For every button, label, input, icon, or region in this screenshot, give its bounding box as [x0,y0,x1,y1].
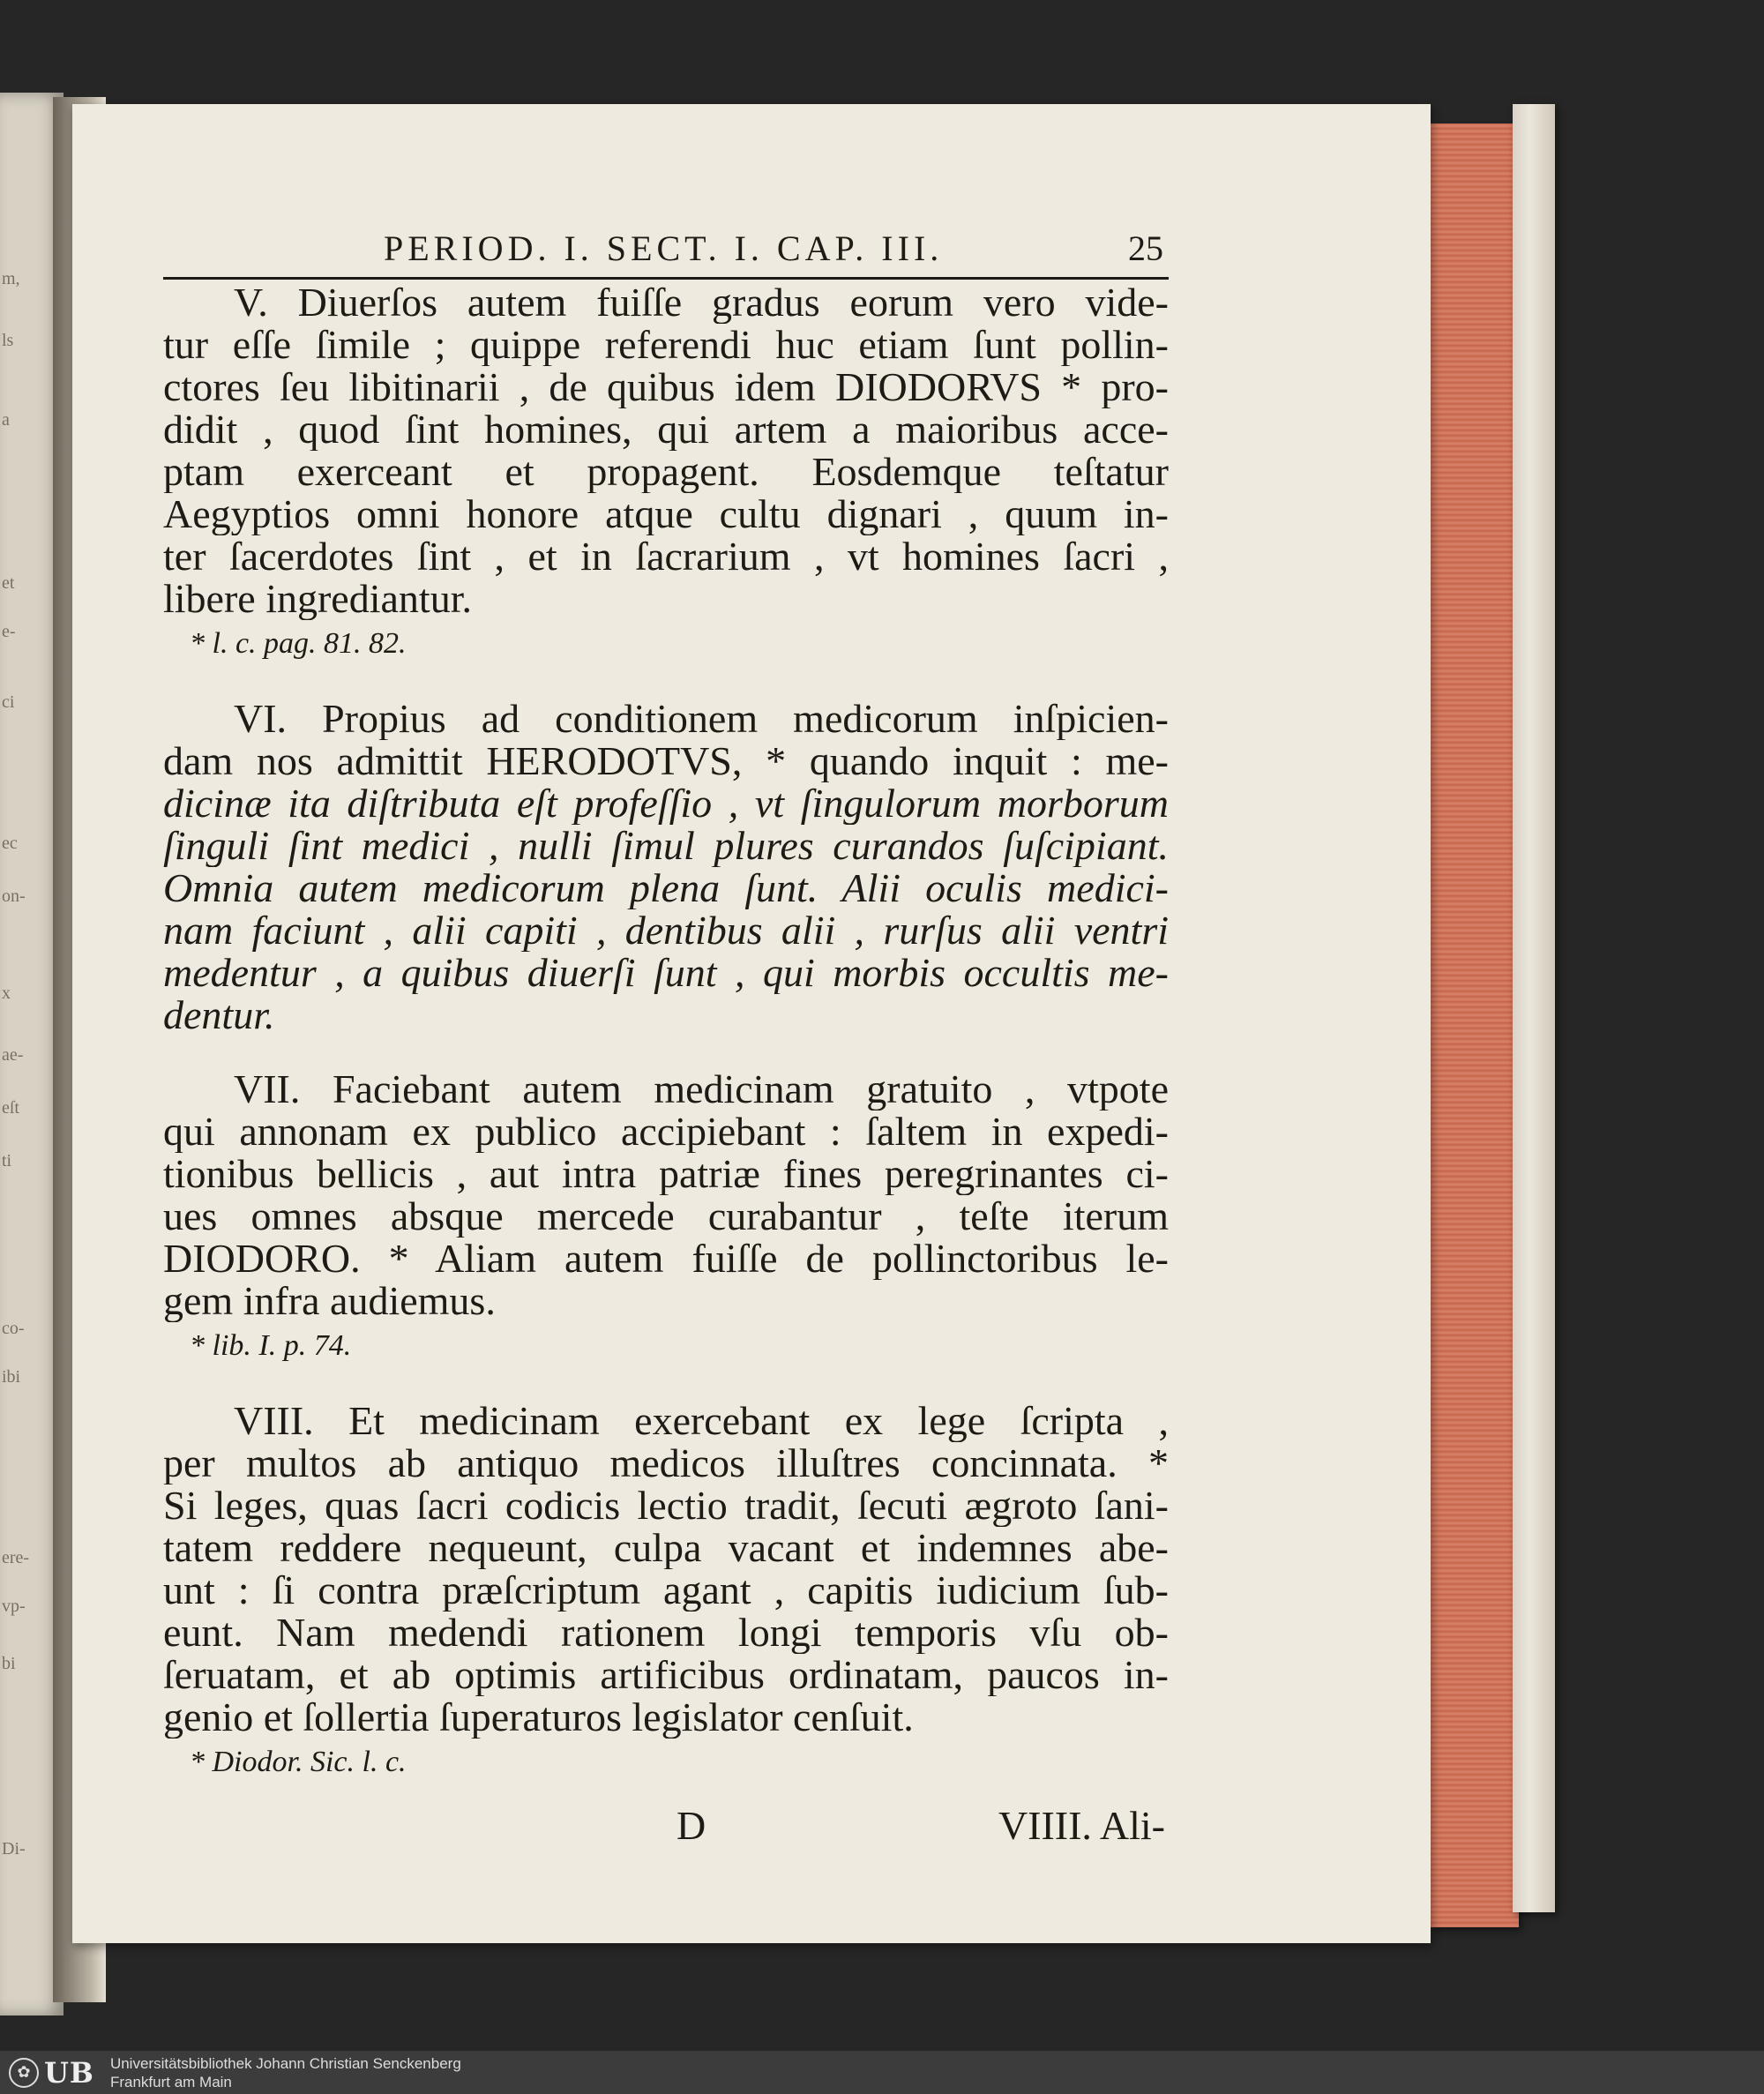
running-head-title: PERIOD. I. SECT. I. CAP. III. [384,228,944,268]
left-page-fragment: ci [2,692,15,712]
head-rule [163,277,1169,280]
text-line: tur eſſe ſimile ; quippe referendi huc etiam ſunt pollin- [163,324,1169,366]
left-page-fragment: bi [2,1654,16,1673]
text-line: V. Diuerſos autem fuiſſe gradus eorum vero vide- [234,281,1169,324]
library-footer [0,2051,1764,2094]
footnote: * l. c. pag. 81. 82. [190,627,407,660]
text-line: tionibus bellicis , aut intra patriæ fines peregrinantes ci- [163,1153,1169,1195]
page-foot [163,1802,1169,1855]
left-page-fragment: co- [2,1319,25,1338]
section-vi [163,698,1169,1036]
text-line: unt : ſi contra præſcriptum agant , capitis iudicium ſub- [163,1569,1169,1612]
text-line: Si leges, quas ſacri codicis lectio tradit, ſecuti ægroto ſani- [163,1484,1169,1527]
text-line: ues omnes absque mercede curabantur , teſte iterum [163,1195,1169,1238]
footnote: * lib. I. p. 74. [190,1329,352,1362]
text-line: Aegyptios omni honore atque cultu dignari , quum in- [163,493,1169,535]
text-line: genio et ſollertia ſuperaturos legislator cenſuit. [163,1696,914,1739]
text-line: per multos ab antiquo medicos illuſtres concinnata. * [163,1442,1169,1484]
text-line: ter ſacerdotes ſint , et in ſacrarium , vt homines ſacri , [163,535,1169,578]
signature-mark: D [676,1803,706,1848]
text-line: ſeruatam, et ab optimis artificibus ordinatam, paucos in- [163,1654,1169,1696]
text-line: libere ingrediantur. [163,578,472,620]
text-line: dicinæ ita diſtributa eſt profeſſio , vt ſingulorum morborum [163,782,1169,825]
text-line: dentur. [163,994,275,1036]
text-line: ctores ſeu libitinarii , de quibus idem DIODORVS * pro- [163,366,1169,408]
left-page-fragment: et [2,573,15,593]
catchword: VIIII. Ali- [998,1803,1165,1848]
left-page-fragment: x [2,983,11,1003]
left-page-fragment: m, [2,269,20,288]
left-page-fragment: on- [2,886,26,906]
left-page-fragment: ibi [2,1367,21,1387]
page-text-block [163,228,1169,1855]
text-line: didit , quod ſint homines, qui artem a maioribus acce- [163,408,1169,451]
text-line: ptam exerceant et propagent. Eosdemque teſtatur [163,451,1169,493]
text-line: dam nos admittit HERODOTVS, * quando inquit : me- [163,740,1169,782]
text-line: VII. Faciebant autem medicinam gratuito , vtpote [234,1068,1169,1111]
section-v [163,281,1169,620]
left-page-fragment: e- [2,622,16,641]
left-page-fragment: ae- [2,1045,24,1065]
text-line: VI. Propius ad conditionem medicorum inſpicien- [234,698,1169,740]
left-page-fragment: ti [2,1151,12,1170]
left-page-fragment: Di- [2,1839,26,1858]
text-line: Omnia autem medicorum plena ſunt. Alii oculis medici- [163,867,1169,909]
text-line: DIODORO. * Aliam autem fuiſſe de pollinctoribus le- [163,1238,1169,1280]
footnote: * Diodor. Sic. l. c. [190,1746,407,1778]
library-logo[interactable] [9,2055,94,2090]
section-vii [163,1068,1169,1322]
section-viii [163,1400,1169,1739]
left-page-fragment: ls [2,331,14,350]
text-line: gem infra audiemus. [163,1280,496,1322]
library-seal-icon: ✿ [9,2058,39,2088]
text-line: qui annonam ex publico accipiebant : ſaltem in expedi- [163,1111,1169,1153]
institution-location: Frankfurt am Main [109,2073,232,2090]
left-page-fragment: a [2,410,10,430]
logo-text: UB [44,2055,94,2090]
text-line: eunt. Nam medendi rationem longi temporis vſu ob- [163,1612,1169,1654]
page-edges [1431,123,1519,1927]
running-head [163,228,1169,273]
left-page-fragment: ere- [2,1548,30,1567]
left-page-fragment: ec [2,834,18,853]
text-line: tatem reddere nequeunt, culpa vacant et indemnes abe- [163,1527,1169,1569]
text-line: nam faciunt , alii capiti , dentibus alii , rurſus alii ventri [163,909,1169,952]
left-page-fragment: eſt [2,1098,19,1118]
left-page-fragment: vp- [2,1597,26,1616]
footer-credit [110,2054,461,2091]
text-line: medentur , a quibus diuerſi ſunt , qui morbis occultis me- [163,952,1169,994]
institution-name: Universitätsbibliothek Johann Christian Senckenberg [109,2054,461,2072]
text-line: VIII. Et medicinam exercebant ex lege ſcripta , [234,1400,1169,1442]
text-line: ſinguli ſint medici , nulli ſimul plures curandos ſuſcipiant. [163,825,1169,867]
page-number: 25 [1128,228,1163,268]
back-cover-edge [1513,104,1555,1912]
